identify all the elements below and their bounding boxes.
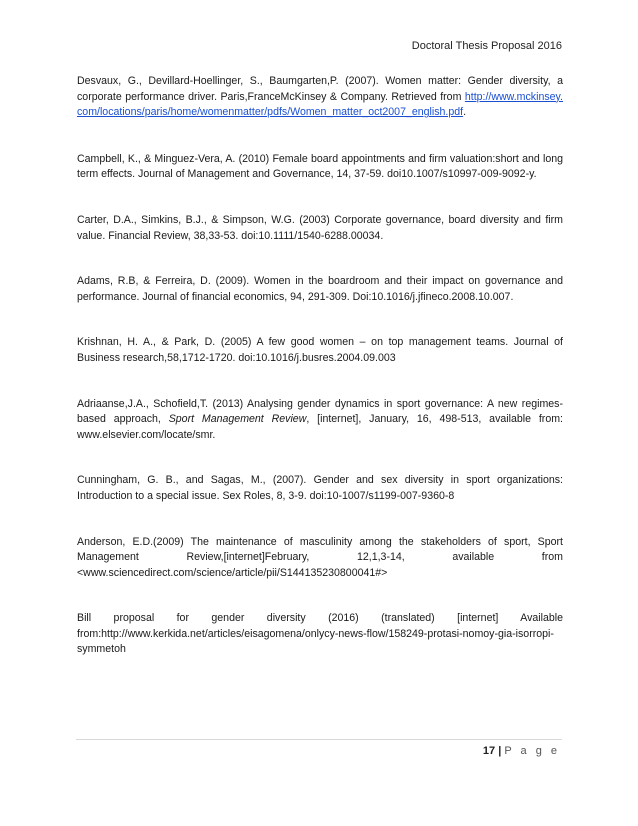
reference-list — [77, 74, 563, 658]
reference-entry: Cunningham, G. B., and Sagas, M., (2007). Gender and sex diversity in sport organizations: Introduction to a special issue. Sex Roles, 8, 3-9. doi:10-1007/s1199-007-9360-8 — [77, 474, 563, 502]
running-header: Doctoral Thesis Proposal 2016 — [411, 40, 562, 52]
reference-journal: Sport Management Review — [168, 413, 307, 426]
reference-link[interactable]: http://www.mckinsey.com/locations/paris/home/womenmatter/pdfs/Women_matter_oct2007_english.pdf — [77, 90, 563, 119]
footer-separator: | — [498, 745, 502, 757]
page-number: 17 — [482, 745, 496, 757]
reference-entry: Adams, R.B, & Ferreira, D. (2009). Women in the boardroom and their impact on governance and performance. Journal of financial economics, 94, 291-309. Doi:10.1016/j.jfineco.2008.10.007. — [77, 275, 563, 303]
reference-entry: Carter, D.A., Simkins, B.J., & Simpson, W.G. (2003) Corporate governance, board diversity and firm value. Financial Review, 38,33-53. doi:10.1111/1540-6288.00034. — [77, 213, 563, 242]
reference-entry — [77, 397, 563, 444]
page-label: P a g e — [504, 745, 560, 757]
reference-entry: Anderson, E.D.(2009) The maintenance of masculinity among the stakeholders of sport, Sport Management Review,[internet]February, 12,1,3-14, available from <www.sciencedirect.com/science/article/pii/S144135230800041#> — [77, 535, 563, 579]
reference-entry: Campbell, K., & Minguez-Vera, A. (2010) Female board appointments and firm valuation:short and long term effects. Journal of Management and Governance, 14, 37-59. doi10.1007/s10997-009-9092-y. — [77, 152, 563, 181]
reference-text-end: . — [463, 106, 467, 119]
reference-entry — [77, 74, 563, 121]
reference-entry: Krishnan, H. A., & Park, D. (2005) A few good women – on top management teams. Journal of Business research,58,1712-1720. doi:10.1016/j.busres.2004.09.003 — [77, 336, 563, 364]
reference-text: Adriaanse,J.A., Schofield,T. (2013) Analysing gender dynamics in sport governance: A new regimes-based approach, — [77, 397, 563, 426]
reference-entry: Bill proposal for gender diversity (2016) (translated) [internet] Available from:http://www.kerkida.net/articles/eisagomena/onlycy-news-flow/158249-protasi-nomoy-gia-isorropi-symmetoh — [77, 612, 563, 656]
page-footer — [483, 745, 560, 757]
reference-text: Desvaux, G., Devillard-Hoellinger, S., Baumgarten,P. (2007). Women matter: Gender diversity, a corporate performance driver. Paris,FranceMcKinsey & Company. Retrieved from — [77, 75, 563, 103]
reference-text-end: , [internet], January, 16, 498-513, available from: www.elsevier.com/locate/smr. — [77, 413, 563, 441]
footer-divider — [76, 739, 562, 740]
